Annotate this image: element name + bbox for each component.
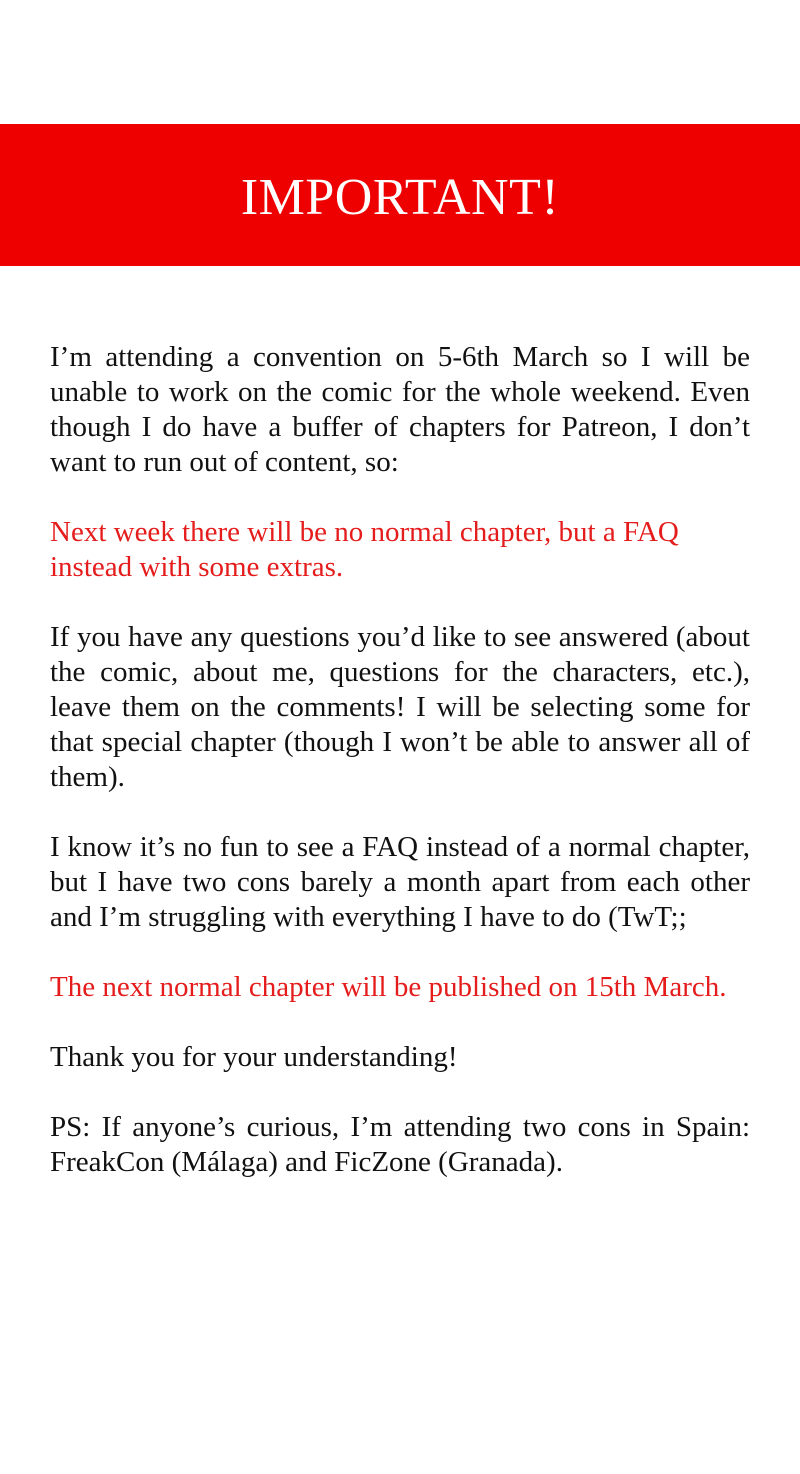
important-banner — [0, 124, 800, 266]
paragraph-convention-notice: I’m attending a convention on 5-6th March so I will be unable to work on the comic for the whole weekend. Even though I do have a buffer of chapters for Patreon, I don’t want to run out of content, so: — [50, 341, 750, 478]
paragraph-postscript: PS: If anyone’s curious, I’m attending two cons in Spain: FreakCon (Málaga) and FicZone (Granada). — [50, 1111, 750, 1178]
banner-title: IMPORTANT! — [240, 169, 560, 226]
paragraph-apology: I know it’s no fun to see a FAQ instead of a normal chapter, but I have two cons barely a month apart from each other and I’m struggling with everything I have to do (TwT;; — [50, 831, 750, 933]
announcement-body — [50, 340, 750, 1215]
paragraph-questions-request: If you have any questions you’d like to see answered (about the comic, about me, questions for the characters, etc.), leave them on the comments! I will be selecting some for that special chapter (though I won’t be able to answer all of them). — [50, 621, 750, 793]
paragraph-thanks: Thank you for your understanding! — [50, 1041, 458, 1073]
paragraph-next-chapter-date: The next normal chapter will be published on 15th March. — [50, 971, 727, 1003]
paragraph-faq-highlight: Next week there will be no normal chapter, but a FAQ instead with some extras. — [50, 516, 679, 583]
